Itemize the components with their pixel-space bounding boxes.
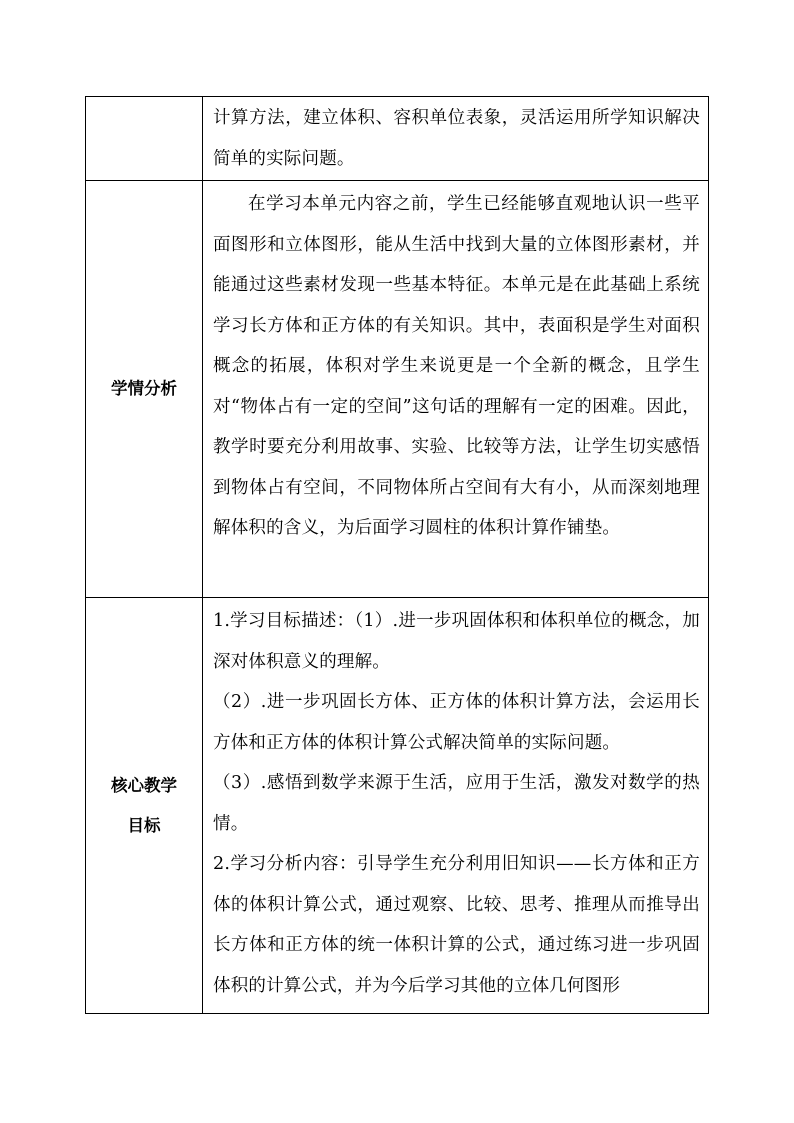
table-row bbox=[86, 598, 709, 1014]
label-line: 目标 bbox=[127, 815, 161, 835]
label-line: 核心教学 bbox=[111, 775, 177, 795]
content-paragraph: 计算方法，建立体积、容积单位表象，灵活运用所学知识解决简单的实际问题。 bbox=[213, 108, 700, 169]
row-label-learning-analysis: 学情分析 bbox=[86, 181, 203, 598]
table-row bbox=[86, 181, 709, 598]
content-paragraph: （3）.感悟到数学来源于生活，应用于生活，激发对数学的热情。 bbox=[213, 773, 700, 834]
content-paragraph: 2.学习分析内容：引导学生充分利用旧知识——长方体和正方体的体积计算公式，通过观察、比较、思考、推理从而推导出长方体和正方体的统一体积计算的公式，通过练习进一步巩固体积的计算公式，并为今后学习其他的立体几何图形 bbox=[213, 854, 700, 996]
row-content bbox=[203, 97, 709, 181]
content-paragraph: 1.学习目标描述：（1）.进一步巩固体积和体积单位的概念，加深对体积意义的理解。 bbox=[213, 611, 700, 672]
row-label-empty bbox=[86, 97, 203, 181]
lesson-plan-table bbox=[85, 96, 709, 1014]
content-paragraph: （2）.进一步巩固长方体、正方体的体积计算方法，会运用长方体和正方体的体积计算公式解决简单的实际问题。 bbox=[213, 692, 700, 753]
table-row bbox=[86, 97, 709, 181]
content-paragraph: 在学习本单元内容之前，学生已经能够直观地认识一些平面图形和立体图形，能从生活中找到大量的立体图形素材，并能通过这些素材发现一些基本特征。本单元是在此基础上系统学习长方体和正方体的有关知识。其中，表面积是学生对面积概念的拓展，体积对学生来说更是一个全新的概念，且学生对“物体占有一定的空间”这句话的理解有一定的困难。因此，教学时要充分利用故事、实验、比较等方法，让学生切实感悟到物体占有空间，不同物体所占空间有大有小，从而深刻地理解体积的含义，为后面学习圆柱的体积计算作铺垫。 bbox=[213, 194, 700, 538]
row-label-core-objectives bbox=[86, 598, 203, 1014]
row-content bbox=[203, 598, 709, 1014]
row-content bbox=[203, 181, 709, 598]
